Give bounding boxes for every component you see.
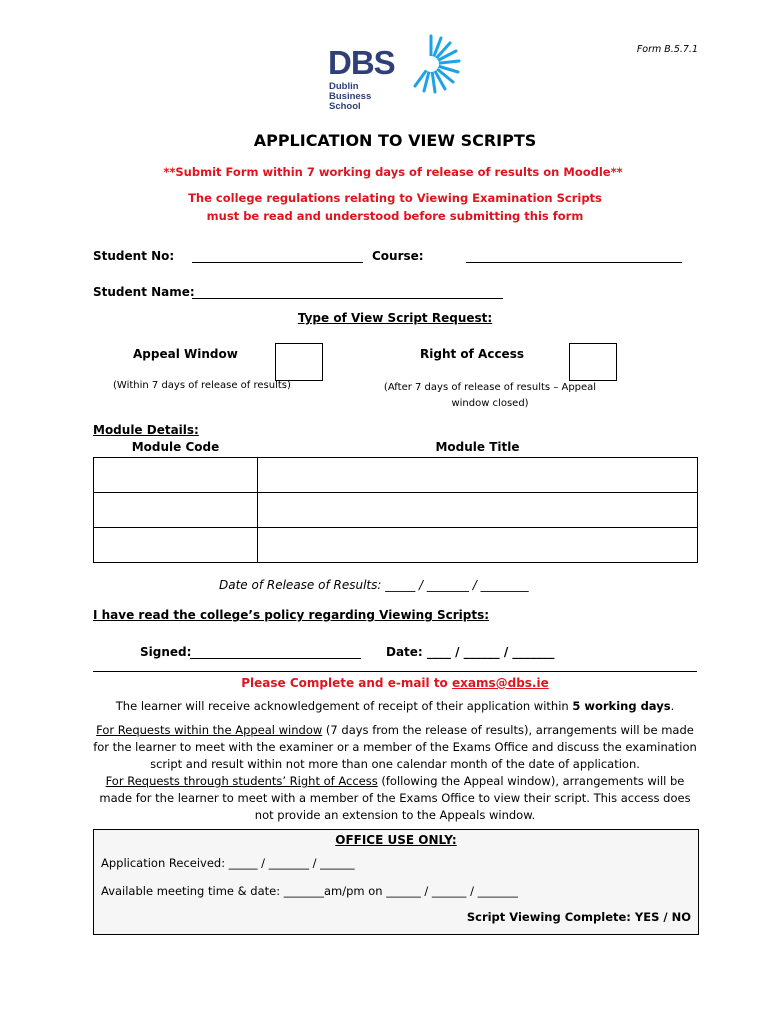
appeal-window-label: Appeal Window [133, 347, 238, 361]
email-prompt [0, 676, 770, 690]
divider [93, 671, 697, 672]
submit-notice: **Submit Form within 7 working days of release of results on Moodle** [163, 165, 623, 179]
module-title-cell[interactable] [258, 457, 698, 492]
course-label: Course: [372, 249, 424, 263]
request-type-heading: Type of View Script Request: [297, 311, 493, 325]
table-row [94, 492, 698, 527]
module-code-cell[interactable] [94, 492, 258, 527]
course-field[interactable] [466, 262, 682, 263]
student-name-label: Student Name: [93, 285, 195, 299]
logo-line-business: Business [329, 91, 372, 102]
form-reference: Form B.5.7.1 [636, 44, 698, 55]
ack-text: The learner will receive acknowledgement of receipt of their application within [115, 699, 573, 713]
student-no-field[interactable] [192, 262, 363, 263]
ack-end: . [670, 699, 675, 713]
office-use-heading: OFFICE USE ONLY: [335, 833, 457, 847]
policy-paragraph [80, 722, 710, 824]
access-text-3: not provide an extension to the Appeals window. [254, 808, 536, 822]
acknowledgement-text [0, 698, 770, 715]
module-title-cell[interactable] [258, 492, 698, 527]
right-access-note [370, 380, 610, 412]
regulations-notice-line2: must be read and understood before submitting this form [206, 209, 584, 223]
office-use-box [93, 829, 699, 935]
right-access-note-line2: window closed) [451, 398, 529, 409]
logo-line-dublin: Dublin [329, 81, 359, 92]
ack-bold: 5 working days [572, 699, 671, 713]
module-details-heading: Module Details: [93, 423, 199, 437]
module-title-header: Module Title [258, 437, 698, 457]
student-no-label: Student No: [93, 249, 175, 263]
module-code-cell[interactable] [94, 457, 258, 492]
email-prompt-text: Please Complete and e-mail to [241, 676, 452, 690]
appeal-text-1: (7 days from the release of results), arrangements will be made [322, 723, 694, 737]
release-date-line[interactable]: Date of Release of Results: _____ / _______ / ________ [219, 578, 529, 592]
logo-mark: DBS [328, 44, 395, 81]
module-code-cell[interactable] [94, 527, 258, 562]
form-title: APPLICATION TO VIEW SCRIPTS [253, 131, 537, 150]
script-viewing-complete[interactable]: Script Viewing Complete: YES / NO [466, 910, 691, 924]
module-title-cell[interactable] [258, 527, 698, 562]
access-text-2: made for the learner to meet with a member of the Exams Office to view their script. This access does [99, 791, 691, 805]
appeal-text-2: for the learner to meet with the examiner or a member of the Exams Office and discuss the examination [93, 740, 697, 754]
appeal-window-note: (Within 7 days of release of results) [113, 380, 291, 391]
meeting-time-field[interactable]: Available meeting time & date: _______am/pm on ______ / ______ / _______ [101, 884, 518, 898]
right-access-link[interactable]: For Requests through students’ Right of Access [105, 774, 378, 788]
dbs-logo [328, 32, 468, 116]
regulations-notice-line1: The college regulations relating to Viewing Examination Scripts [188, 191, 602, 205]
appeal-window-checkbox[interactable] [275, 343, 323, 381]
logo-line-school: School [329, 101, 361, 112]
right-access-checkbox[interactable] [569, 343, 617, 381]
access-text-1: (following the Appeal window), arrangements will be [377, 774, 685, 788]
right-access-label: Right of Access [420, 347, 524, 361]
table-row [94, 457, 698, 492]
module-code-header: Module Code [94, 437, 258, 457]
appeal-text-3: script and result within not more than one calendar month of the date of application. [150, 757, 640, 771]
right-access-note-line1: (After 7 days of release of results – Appeal [383, 382, 597, 393]
date-field[interactable]: Date: ____ / ______ / _______ [386, 645, 555, 659]
signature-field[interactable] [190, 658, 361, 659]
module-table [93, 437, 698, 563]
table-row [94, 527, 698, 562]
exams-email-link[interactable]: exams@dbs.ie [451, 676, 549, 690]
application-received-field[interactable]: Application Received: _____ / _______ / ______ [101, 856, 355, 870]
signed-label: Signed: [140, 645, 192, 659]
student-name-field[interactable] [192, 298, 503, 299]
appeal-window-link[interactable]: For Requests within the Appeal window [96, 723, 323, 737]
policy-statement: I have read the college’s policy regarding Viewing Scripts: [93, 608, 490, 622]
